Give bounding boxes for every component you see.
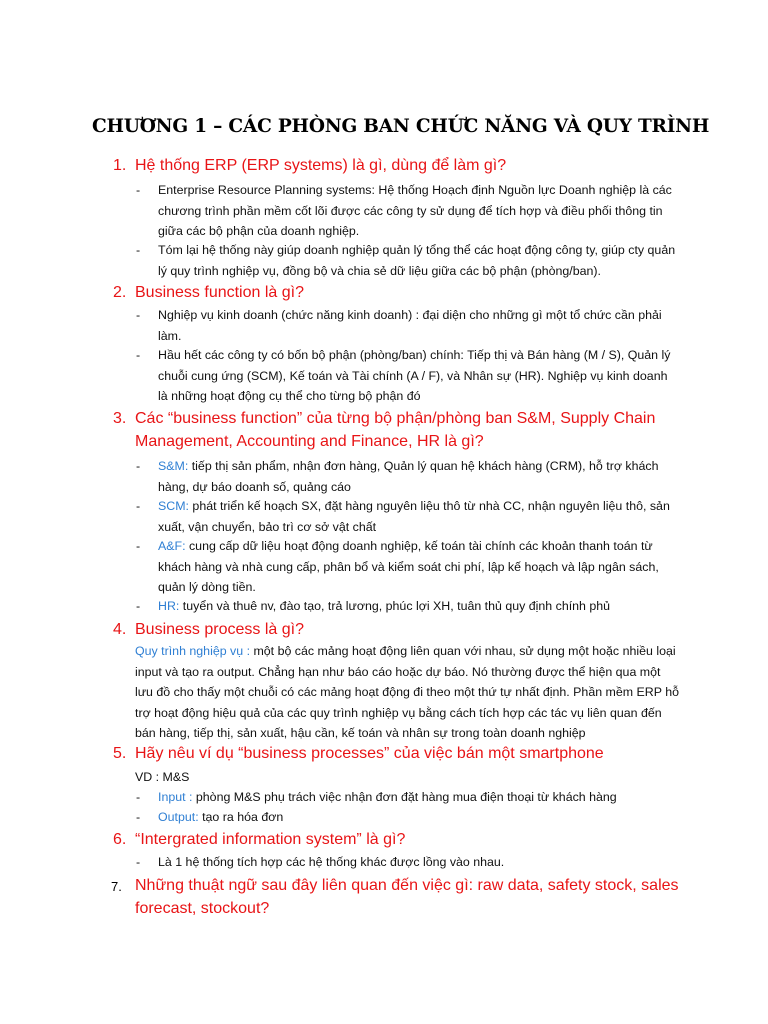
bullet-dash: - <box>136 539 141 553</box>
q1-bullet-2-text: Tóm lại hệ thống này giúp doanh nghiệp quản lý tổng thể các hoạt động công ty, giúp cty quản lý quy trình nghiệp vụ, đồng bộ và chia sẻ dữ liệu giữa các bộ phận (phòng/ban). <box>158 243 676 278</box>
q2-bullet-1-text: Nghiệp vụ kinh doanh (chức năng kinh doanh) : đại diện cho những gì một tổ chức cần phải làm. <box>158 308 662 343</box>
question-1 <box>113 154 695 177</box>
q1-bullet-1-text: Enterprise Resource Planning systems: Hệ thống Hoạch định Nguồn lực Doanh nghiệp là các chương trình phần mềm cốt lõi được các công ty sử dụng để tích hợp và điều phối thông tin giữa các bộ phận của doanh nghiệp. <box>158 183 672 238</box>
hr-text: tuyển và thuê nv, đào tạo, trả lương, phúc lợi XH, tuân thủ quy định chính phủ <box>179 599 611 613</box>
q4-key: Quy trình nghiệp vụ : <box>135 644 251 658</box>
question-6-text: “Intergrated information system” là gì? <box>135 831 406 848</box>
hr-key: HR: <box>158 599 180 613</box>
bullet-dash: - <box>136 855 141 869</box>
q5-bullet-input <box>136 787 678 808</box>
q4-body: một bộ các mảng hoạt động liên quan với nhau, sử dụng một hoặc nhiều loại input và tạo ra output. Chẳng hạn như báo cáo hoặc dự báo. Nó thường được thể hiện qua một lưu đồ cho thấy một chuỗi có các mảng hoạt động đi theo một thứ tự nhất định. Phần mềm ERP hỗ trợ hoạt động hiệu quả của các quy trình nghiệp vụ bằng cách tích hợp các tác vụ liên quan đến bán hàng, tiếp thị, sản xuất, hậu cần, kế toán và nhân sự trong toàn doanh nghiệp <box>135 644 680 740</box>
question-2-text: Business function là gì? <box>135 284 304 301</box>
bullet-dash: - <box>136 459 141 473</box>
output-key: Output: <box>158 810 199 824</box>
q3-bullet-af <box>136 536 678 598</box>
chapter-title: CHƯƠNG 1 – CÁC PHÒNG BAN CHỨC NĂNG VÀ QUY TRÌNH <box>92 116 710 137</box>
af-key: A&F: <box>158 539 186 553</box>
q1-bullet-2 <box>136 240 678 281</box>
question-3-number: 3. <box>113 410 127 427</box>
input-text: phòng M&S phụ trách việc nhận đơn đặt hàng mua điện thoại từ khách hàng <box>192 790 617 804</box>
question-7-text: Những thuật ngữ sau đây liên quan đến việc gì: raw data, safety stock, sales forecast, stockout? <box>135 877 679 917</box>
question-4-number: 4. <box>113 621 127 638</box>
question-6-number: 6. <box>113 831 127 848</box>
input-key: Input : <box>158 790 193 804</box>
question-1-number: 1. <box>113 157 127 174</box>
q3-bullet-sm <box>136 456 678 497</box>
q2-bullet-2-text: Hầu hết các công ty có bốn bộ phận (phòng/ban) chính: Tiếp thị và Bán hàng (M / S), Quản lý chuỗi cung ứng (SCM), Kế toán và Tài chính (A / F), và Nhân sự (HR). Nghiệp vụ kinh doanh là những hoạt động cụ thể cho từng bộ phận đó <box>158 348 671 403</box>
q5-bullet-output <box>136 807 678 828</box>
output-text: tạo ra hóa đơn <box>198 810 284 824</box>
question-2-number: 2. <box>113 284 127 301</box>
q2-bullet-2 <box>136 345 680 407</box>
scm-key: SCM: <box>158 499 189 513</box>
question-6 <box>113 828 695 851</box>
question-5 <box>113 742 715 765</box>
question-4 <box>113 618 695 641</box>
sm-text: tiếp thị sản phẩm, nhận đơn hàng, Quản lý quan hệ khách hàng (CRM), hỗ trợ khách hàng, dự báo doanh số, quảng cáo <box>158 459 659 494</box>
question-5-number: 5. <box>113 745 127 762</box>
question-5-text: Hãy nêu ví dụ “business processes” của việc bán một smartphone <box>135 745 604 762</box>
bullet-dash: - <box>136 790 141 804</box>
q6-bullet-1 <box>136 852 678 873</box>
bullet-dash: - <box>136 348 141 362</box>
af-text: cung cấp dữ liệu hoạt động doanh nghiệp, kế toán tài chính các khoản thanh toán từ khách hàng và nhà cung cấp, phân bổ và kiểm soát chi phí, lập kế hoạch và lập ngân sách, quản lý dòng tiền. <box>158 539 659 594</box>
bullet-dash: - <box>136 499 141 513</box>
q2-bullet-1 <box>136 305 678 346</box>
question-7 <box>111 874 685 920</box>
question-4-text: Business process là gì? <box>135 621 304 638</box>
q4-paragraph <box>135 641 679 744</box>
sm-key: S&M: <box>158 459 189 473</box>
scm-text: phát triển kế hoạch SX, đặt hàng nguyên liệu thô từ nhà CC, nhận nguyên liệu thô, sản xuất, vận chuyển, bảo trì cơ sở vật chất <box>158 499 670 534</box>
question-3-text: Các “business function” của từng bộ phận/phòng ban S&M, Supply Chain Management, Accounting and Finance, HR là gì? <box>135 410 656 450</box>
q3-bullet-scm <box>136 496 680 537</box>
bullet-dash: - <box>136 599 141 613</box>
q3-bullet-hr <box>136 596 678 617</box>
q6-bullet-1-text: Là 1 hệ thống tích hợp các hệ thống khác được lồng vào nhau. <box>158 855 505 869</box>
question-3 <box>113 407 675 453</box>
question-7-number: 7. <box>111 879 122 894</box>
bullet-dash: - <box>136 183 141 197</box>
question-2 <box>113 281 695 304</box>
bullet-dash: - <box>136 308 141 322</box>
bullet-dash: - <box>136 243 141 257</box>
q5-example: VD : M&S <box>135 770 190 784</box>
bullet-dash: - <box>136 810 141 824</box>
question-1-text: Hệ thống ERP (ERP systems) là gì, dùng để làm gì? <box>135 157 507 174</box>
q1-bullet-1 <box>136 180 678 242</box>
